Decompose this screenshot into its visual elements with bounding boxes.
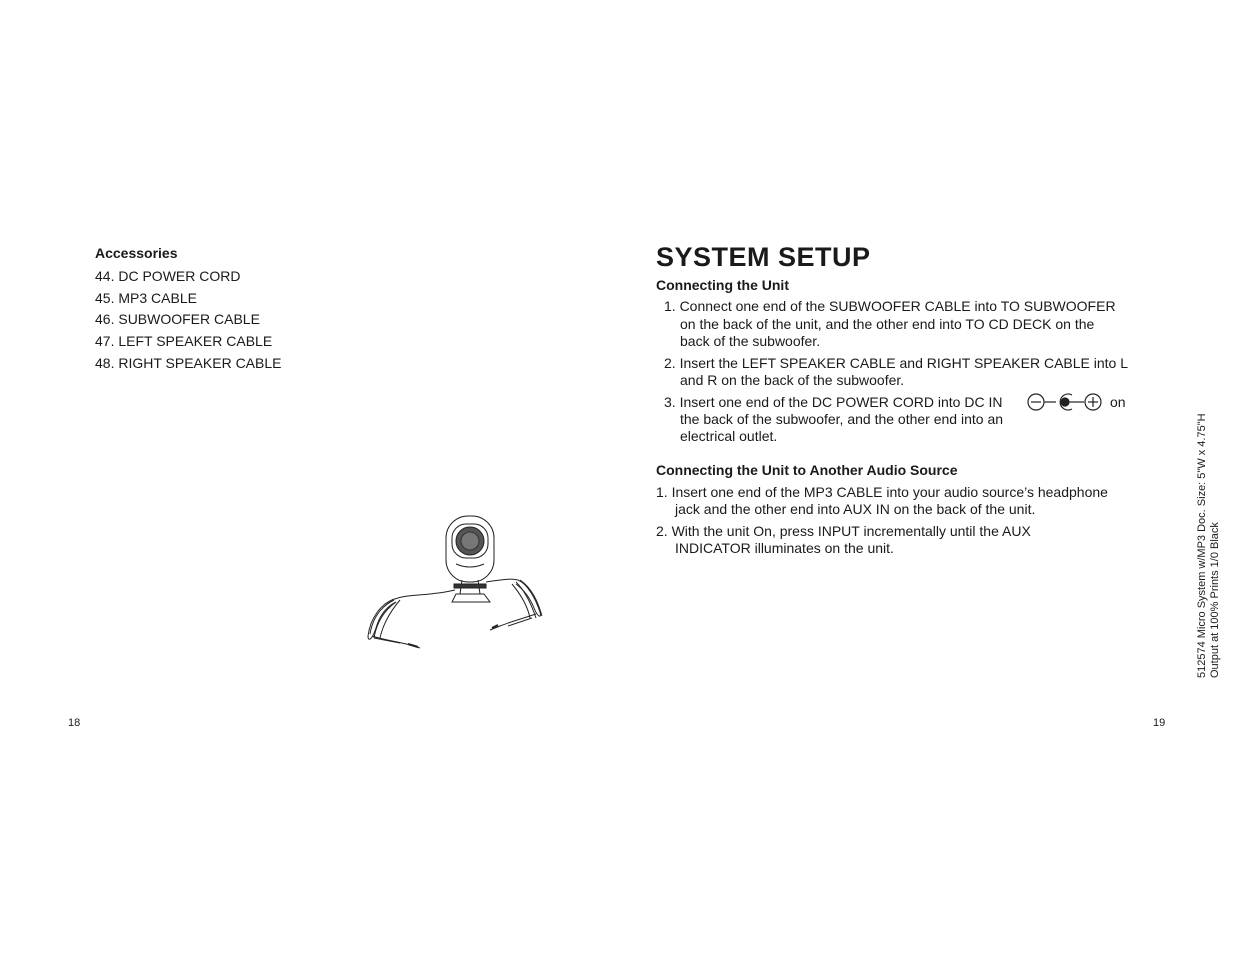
accessory-item: 46. SUBWOOFER CABLE <box>95 311 260 327</box>
print-spec-line: Output at 100% Prints 1/0 Black <box>1209 522 1221 678</box>
step-text: 1. Insert one end of the MP3 CABLE into your audio source’s headphone <box>656 484 1108 500</box>
step-text: jack and the other end into AUX IN on the back of the unit. <box>675 501 1036 517</box>
page-title: SYSTEM SETUP <box>656 242 871 272</box>
accessory-item: 45. MP3 CABLE <box>95 290 197 306</box>
step-text: 2. Insert the LEFT SPEAKER CABLE and RIGHT SPEAKER CABLE into L <box>664 355 1129 371</box>
accessory-item: 44. DC POWER CORD <box>95 268 241 284</box>
step-text: back of the subwoofer. <box>680 333 821 349</box>
accessories-title: Accessories <box>95 245 178 261</box>
print-spec-note <box>1196 413 1222 678</box>
step-text: 2. With the unit On, press INPUT incrementally until the AUX <box>656 523 1031 539</box>
dc-polarity-symbol-icon <box>1026 392 1104 412</box>
step-text: on <box>1110 394 1126 410</box>
step-text: electrical outlet. <box>680 428 778 444</box>
accessory-item: 47. LEFT SPEAKER CABLE <box>95 333 273 349</box>
section-heading: Connecting the Unit <box>656 277 789 293</box>
page-number-right: 19 <box>1153 717 1166 729</box>
step-text: 1. Connect one end of the SUBWOOFER CABLE into TO SUBWOOFER <box>664 298 1116 314</box>
accessory-item: 48. RIGHT SPEAKER CABLE <box>95 355 282 371</box>
section-heading: Connecting the Unit to Another Audio Source <box>656 462 958 478</box>
speaker-with-cables-illustration <box>360 510 550 655</box>
step-text: 3. Insert one end of the DC POWER CORD into DC IN <box>664 394 1003 410</box>
page-number-left: 18 <box>68 717 81 729</box>
step-text: on the back of the unit, and the other end into TO CD DECK on the <box>680 316 1095 332</box>
step-text: the back of the subwoofer, and the other end into an <box>680 411 1004 427</box>
step-text: INDICATOR illuminates on the unit. <box>675 540 894 556</box>
print-spec-line: 512574 Micro System w/MP3 Doc. Size: 5"W x 4.75"H <box>1196 413 1208 678</box>
step-text: and R on the back of the subwoofer. <box>680 372 905 388</box>
